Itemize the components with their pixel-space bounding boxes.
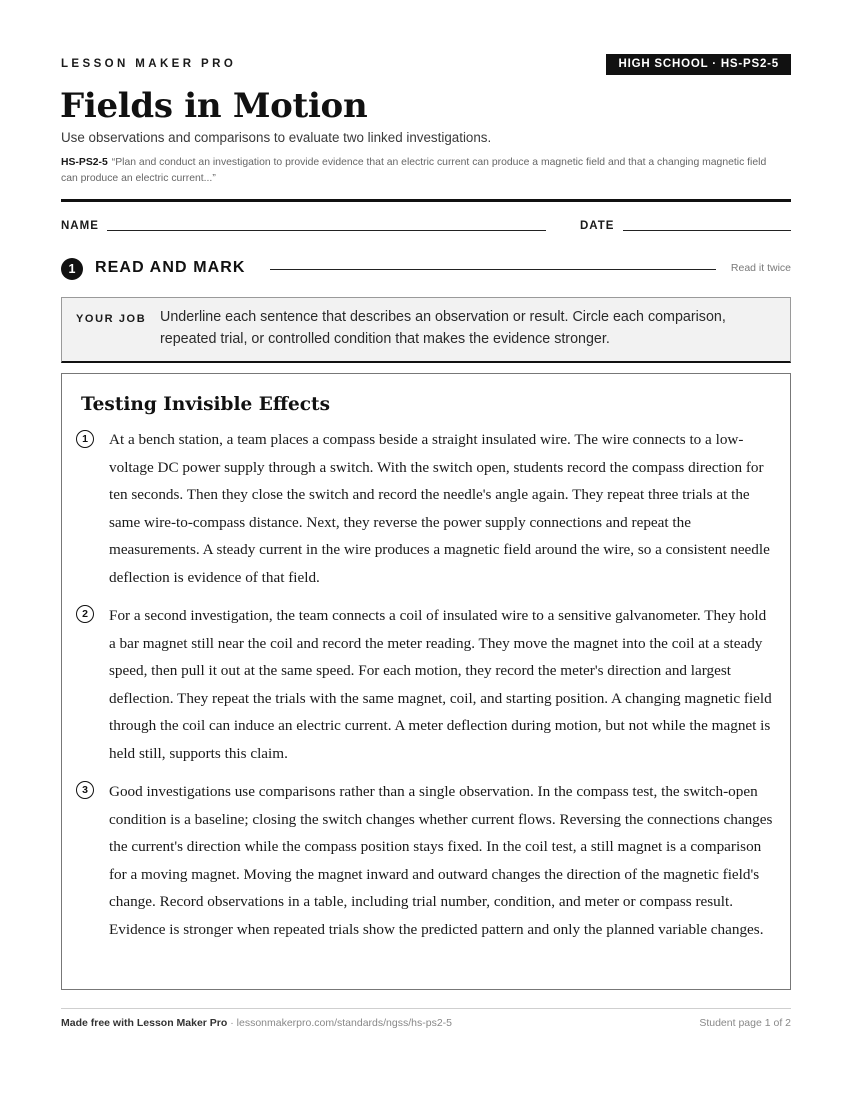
grade-standard-badge: HIGH SCHOOL · HS-PS2-5 xyxy=(606,54,791,75)
standard-statement xyxy=(61,155,773,187)
section-hint: Read it twice xyxy=(730,262,791,274)
standard-code: HS-PS2-5 xyxy=(61,157,108,168)
paragraph-number-3: 3 xyxy=(76,781,94,799)
instructions-box xyxy=(61,297,791,363)
paragraph-1[interactable]: At a bench station, a team places a compass beside a straight insulated wire. The wire connects to a low-voltage DC power supply through a switch. With the switch open, students record the compass direction for ten seconds. Then they close the switch and record the needle's angle again. They repeat three trials at the same wire-to-compass distance. Next, they reverse the power supply connections and repeat the measurements. A steady current in the wire produces a magnetic field around the wire, so a consistent needle deflection is evidence of that field. xyxy=(109,431,770,586)
paragraph-number-2: 2 xyxy=(76,605,94,623)
paragraph-2[interactable]: For a second investigation, the team connects a coil of insulated wire to a sensitive galvanometer. They hold a bar magnet still near the coil and record the meter reading. They move the magnet into the coil at a steady speed, then pull it out at the same speed. For each motion, they record the meter's direction and largest deflection. They repeat the trials with the same magnet, coil, and starting position. A changing magnetic field through the coil can induce an electric current. A meter deflection during motion, but not while the magnet is held still, supports this claim. xyxy=(109,607,772,762)
name-label: NAME xyxy=(61,220,99,232)
footer-credit xyxy=(61,1017,452,1029)
footer-url[interactable]: · lessonmakerpro.com/standards/ngss/hs-ps2-5 xyxy=(227,1017,452,1029)
page-title: Fields in Motion xyxy=(60,86,368,126)
instructions-label: YOUR JOB xyxy=(76,313,147,325)
footer-page-number: Student page 1 of 2 xyxy=(699,1017,791,1029)
date-label: DATE xyxy=(580,220,615,232)
section-title: READ AND MARK xyxy=(95,259,246,276)
instructions-text: Underline each sentence that describes an observation or result. Circle each comparison, repeated trial, or controlled condition that makes the evidence stronger. xyxy=(160,309,726,347)
reading-passage xyxy=(61,373,791,990)
page-subtitle: Use observations and comparisons to evaluate two linked investigations. xyxy=(61,130,492,145)
name-field-line[interactable] xyxy=(107,230,546,231)
paragraph-3[interactable]: Good investigations use comparisons rather than a single observation. In the compass test, the switch-open condition is a baseline; closing the switch changes whether current flows. Reversing the connections changes the current's direction while the compass position stays fixed. In the coil test, a still magnet is a comparison for a moving magnet. Moving the magnet inward and outward changes the direction of the magnetic field's change. Record observations in a table, including trial number, condition, and meter or compass result. Evidence is stronger when repeated trials show the predicted pattern and only the planned variable changes. xyxy=(109,783,773,938)
date-field-line[interactable] xyxy=(623,230,791,231)
section-number-badge: 1 xyxy=(61,258,83,280)
standard-text: “Plan and conduct an investigation to provide evidence that an electric current can produce a magnetic field and that a changing magnetic field can produce an electric current...” xyxy=(61,157,767,184)
header-divider xyxy=(61,199,791,202)
paragraph-number-1: 1 xyxy=(76,430,94,448)
passage-title: Testing Invisible Effects xyxy=(81,394,331,415)
section-divider xyxy=(270,269,716,270)
footer-divider xyxy=(61,1008,791,1009)
footer-made-with: Made free with Lesson Maker Pro xyxy=(61,1017,228,1029)
brand-name: LESSON MAKER PRO xyxy=(61,58,237,70)
